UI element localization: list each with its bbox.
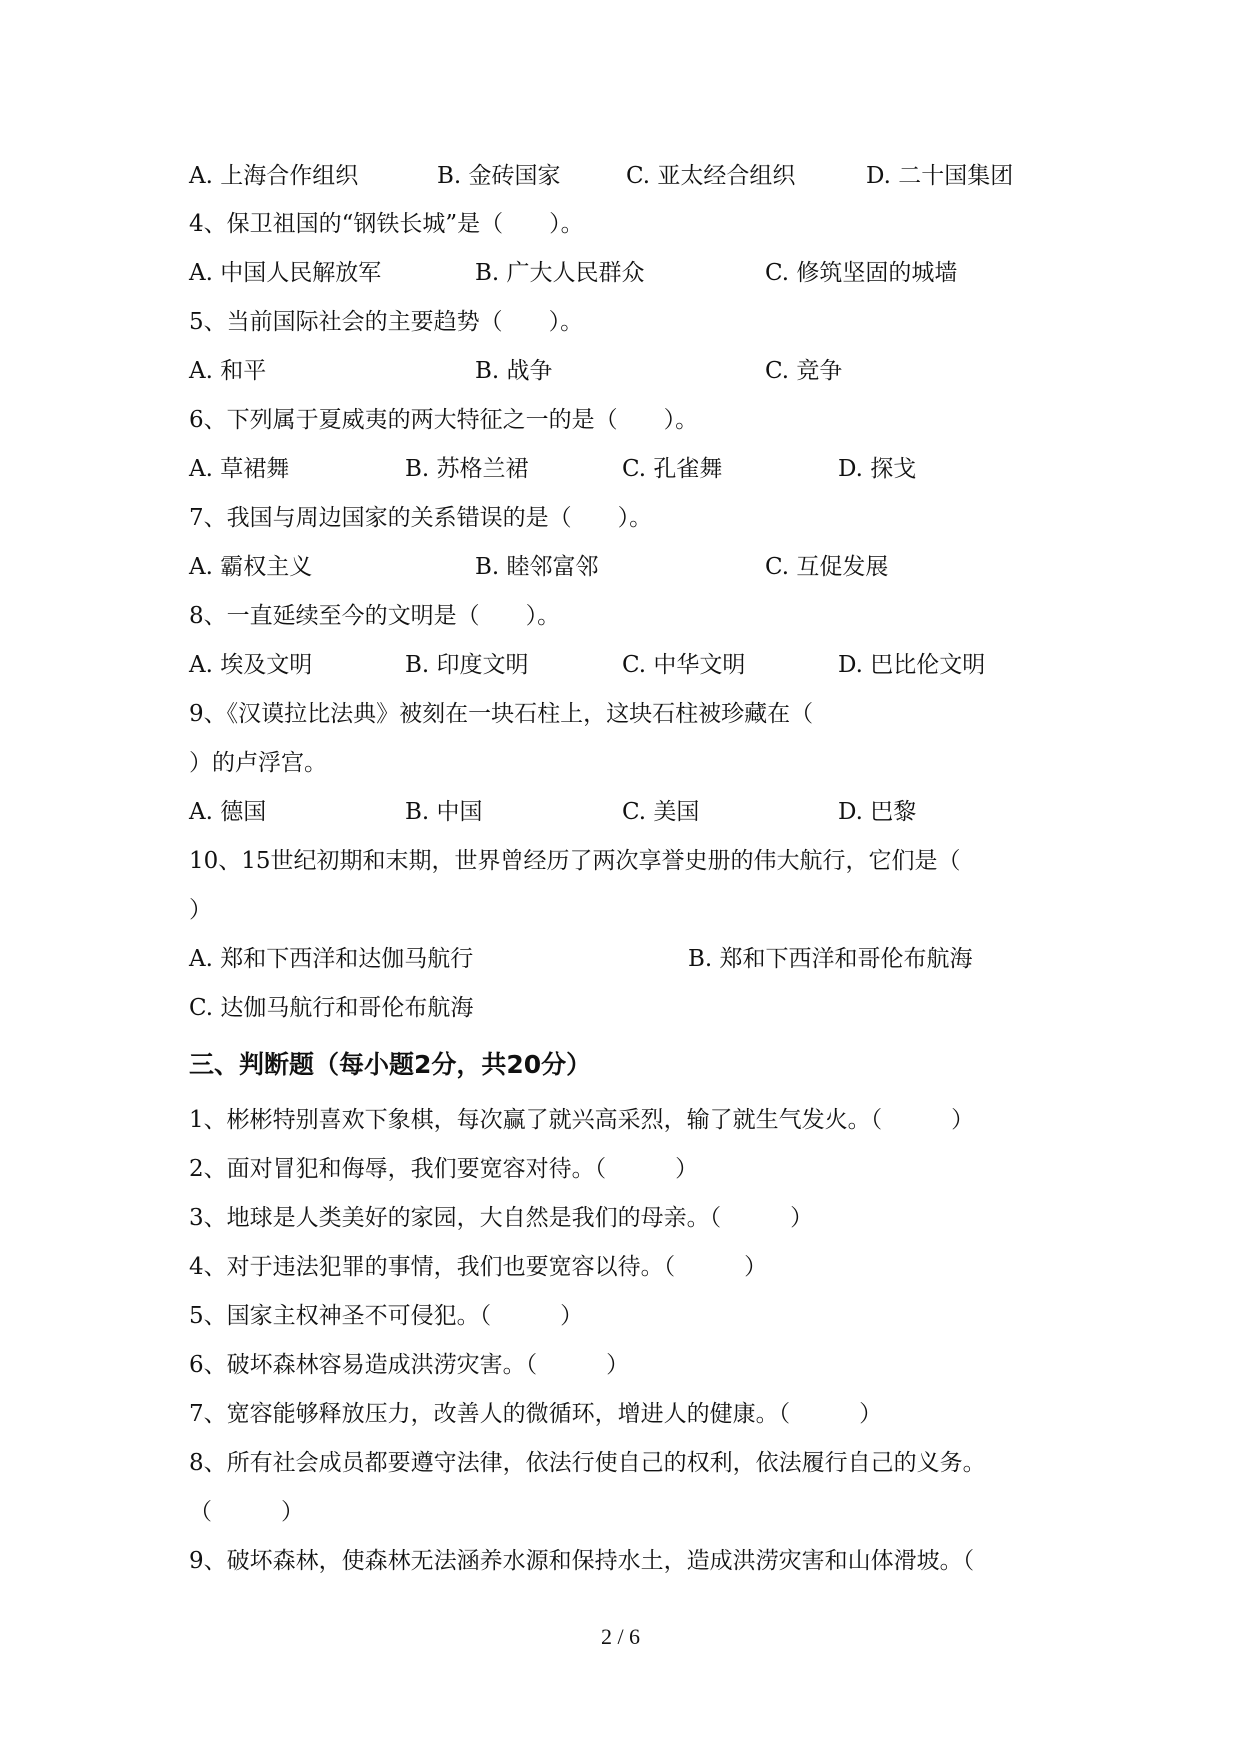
q7-option-b: B. 睦邻富邻 — [475, 554, 599, 580]
q10-stem-line1: 10、15世纪初期和末期，世界曾经历了两次享誉史册的伟大航行，它们是（ — [189, 848, 961, 874]
q8-option-d: D. 巴比伦文明 — [838, 652, 986, 678]
judgment-item-5: 5、国家主权神圣不可侵犯。（ ） — [189, 1303, 584, 1329]
q5-option-b: B. 战争 — [475, 358, 553, 384]
q5-option-a: A. 和平 — [189, 358, 267, 384]
q9-option-d: D. 巴黎 — [838, 799, 917, 825]
q6-option-c: C. 孔雀舞 — [622, 456, 723, 482]
judgment-item-8: 8、所有社会成员都要遵守法律，依法行使自己的权利，依法履行自己的义务。 — [189, 1450, 986, 1476]
q3-option-a: A. 上海合作组织 — [189, 163, 359, 189]
q7-option-c: C. 互促发展 — [765, 554, 889, 580]
q3-option-c: C. 亚太经合组织 — [626, 163, 796, 189]
q9-stem-line1: 9、《汉谟拉比法典》被刻在一块石柱上，这块石柱被珍藏在（ — [189, 701, 814, 727]
q7-stem: 7、我国与周边国家的关系错误的是（ ）。 — [189, 505, 653, 531]
q7-option-a: A. 霸权主义 — [189, 554, 313, 580]
q8-option-b: B. 印度文明 — [405, 652, 529, 678]
q10-option-b: B. 郑和下西洋和哥伦布航海 — [688, 946, 973, 972]
judgment-item-7: 7、宽容能够释放压力，改善人的微循环，增进人的健康。（ ） — [189, 1401, 883, 1427]
q6-option-b: B. 苏格兰裙 — [405, 456, 529, 482]
q10-option-c: C. 达伽马航行和哥伦布航海 — [189, 995, 474, 1021]
q8-stem: 8、一直延续至今的文明是（ ）。 — [189, 603, 561, 629]
q4-option-a: A. 中国人民解放军 — [189, 260, 382, 286]
q9-stem-line2: ）的卢浮宫。 — [189, 750, 327, 776]
page-number: 2 / 6 — [600, 1624, 641, 1649]
judgment-item-2: 2、面对冒犯和侮辱，我们要宽容对待。（ ） — [189, 1156, 699, 1182]
q9-option-a: A. 德国 — [189, 799, 267, 825]
q5-stem: 5、当前国际社会的主要趋势（ ）。 — [189, 309, 584, 335]
q6-stem: 6、下列属于夏威夷的两大特征之一的是（ ）。 — [189, 407, 699, 433]
judgment-item-3: 3、地球是人类美好的家园，大自然是我们的母亲。（ ） — [189, 1205, 814, 1231]
section-title-judgment: 三、判断题（每小题2分，共20分） — [189, 1050, 592, 1079]
judgment-item-4: 4、对于违法犯罪的事情，我们也要宽容以待。（ ） — [189, 1254, 768, 1280]
q4-stem: 4、保卫祖国的“钢铁长城”是（ ）。 — [189, 211, 584, 237]
q9-option-c: C. 美国 — [622, 799, 700, 825]
q6-option-a: A. 草裙舞 — [189, 456, 290, 482]
q8-option-a: A. 埃及文明 — [189, 652, 313, 678]
q9-option-b: B. 中国 — [405, 799, 483, 825]
q3-option-d: D. 二十国集团 — [866, 163, 1014, 189]
q5-option-c: C. 竞争 — [765, 358, 843, 384]
judgment-item-8-answer: （ ） — [189, 1499, 304, 1525]
q4-option-b: B. 广大人民群众 — [475, 260, 645, 286]
judgment-item-9: 9、破坏森林，使森林无法涵养水源和保持水土，造成洪涝灾害和山体滑坡。（ — [189, 1548, 975, 1574]
q3-option-b: B. 金砖国家 — [437, 163, 561, 189]
q8-option-c: C. 中华文明 — [622, 652, 746, 678]
judgment-item-6: 6、破坏森林容易造成洪涝灾害。（ ） — [189, 1352, 630, 1378]
q10-option-a: A. 郑和下西洋和达伽马航行 — [189, 946, 474, 972]
q6-option-d: D. 探戈 — [838, 456, 917, 482]
q4-option-c: C. 修筑坚固的城墙 — [765, 260, 958, 286]
q10-stem-line2: ） — [189, 897, 212, 923]
judgment-item-1: 1、彬彬特别喜欢下象棋，每次赢了就兴高采烈，输了就生气发火。（ ） — [189, 1107, 975, 1133]
